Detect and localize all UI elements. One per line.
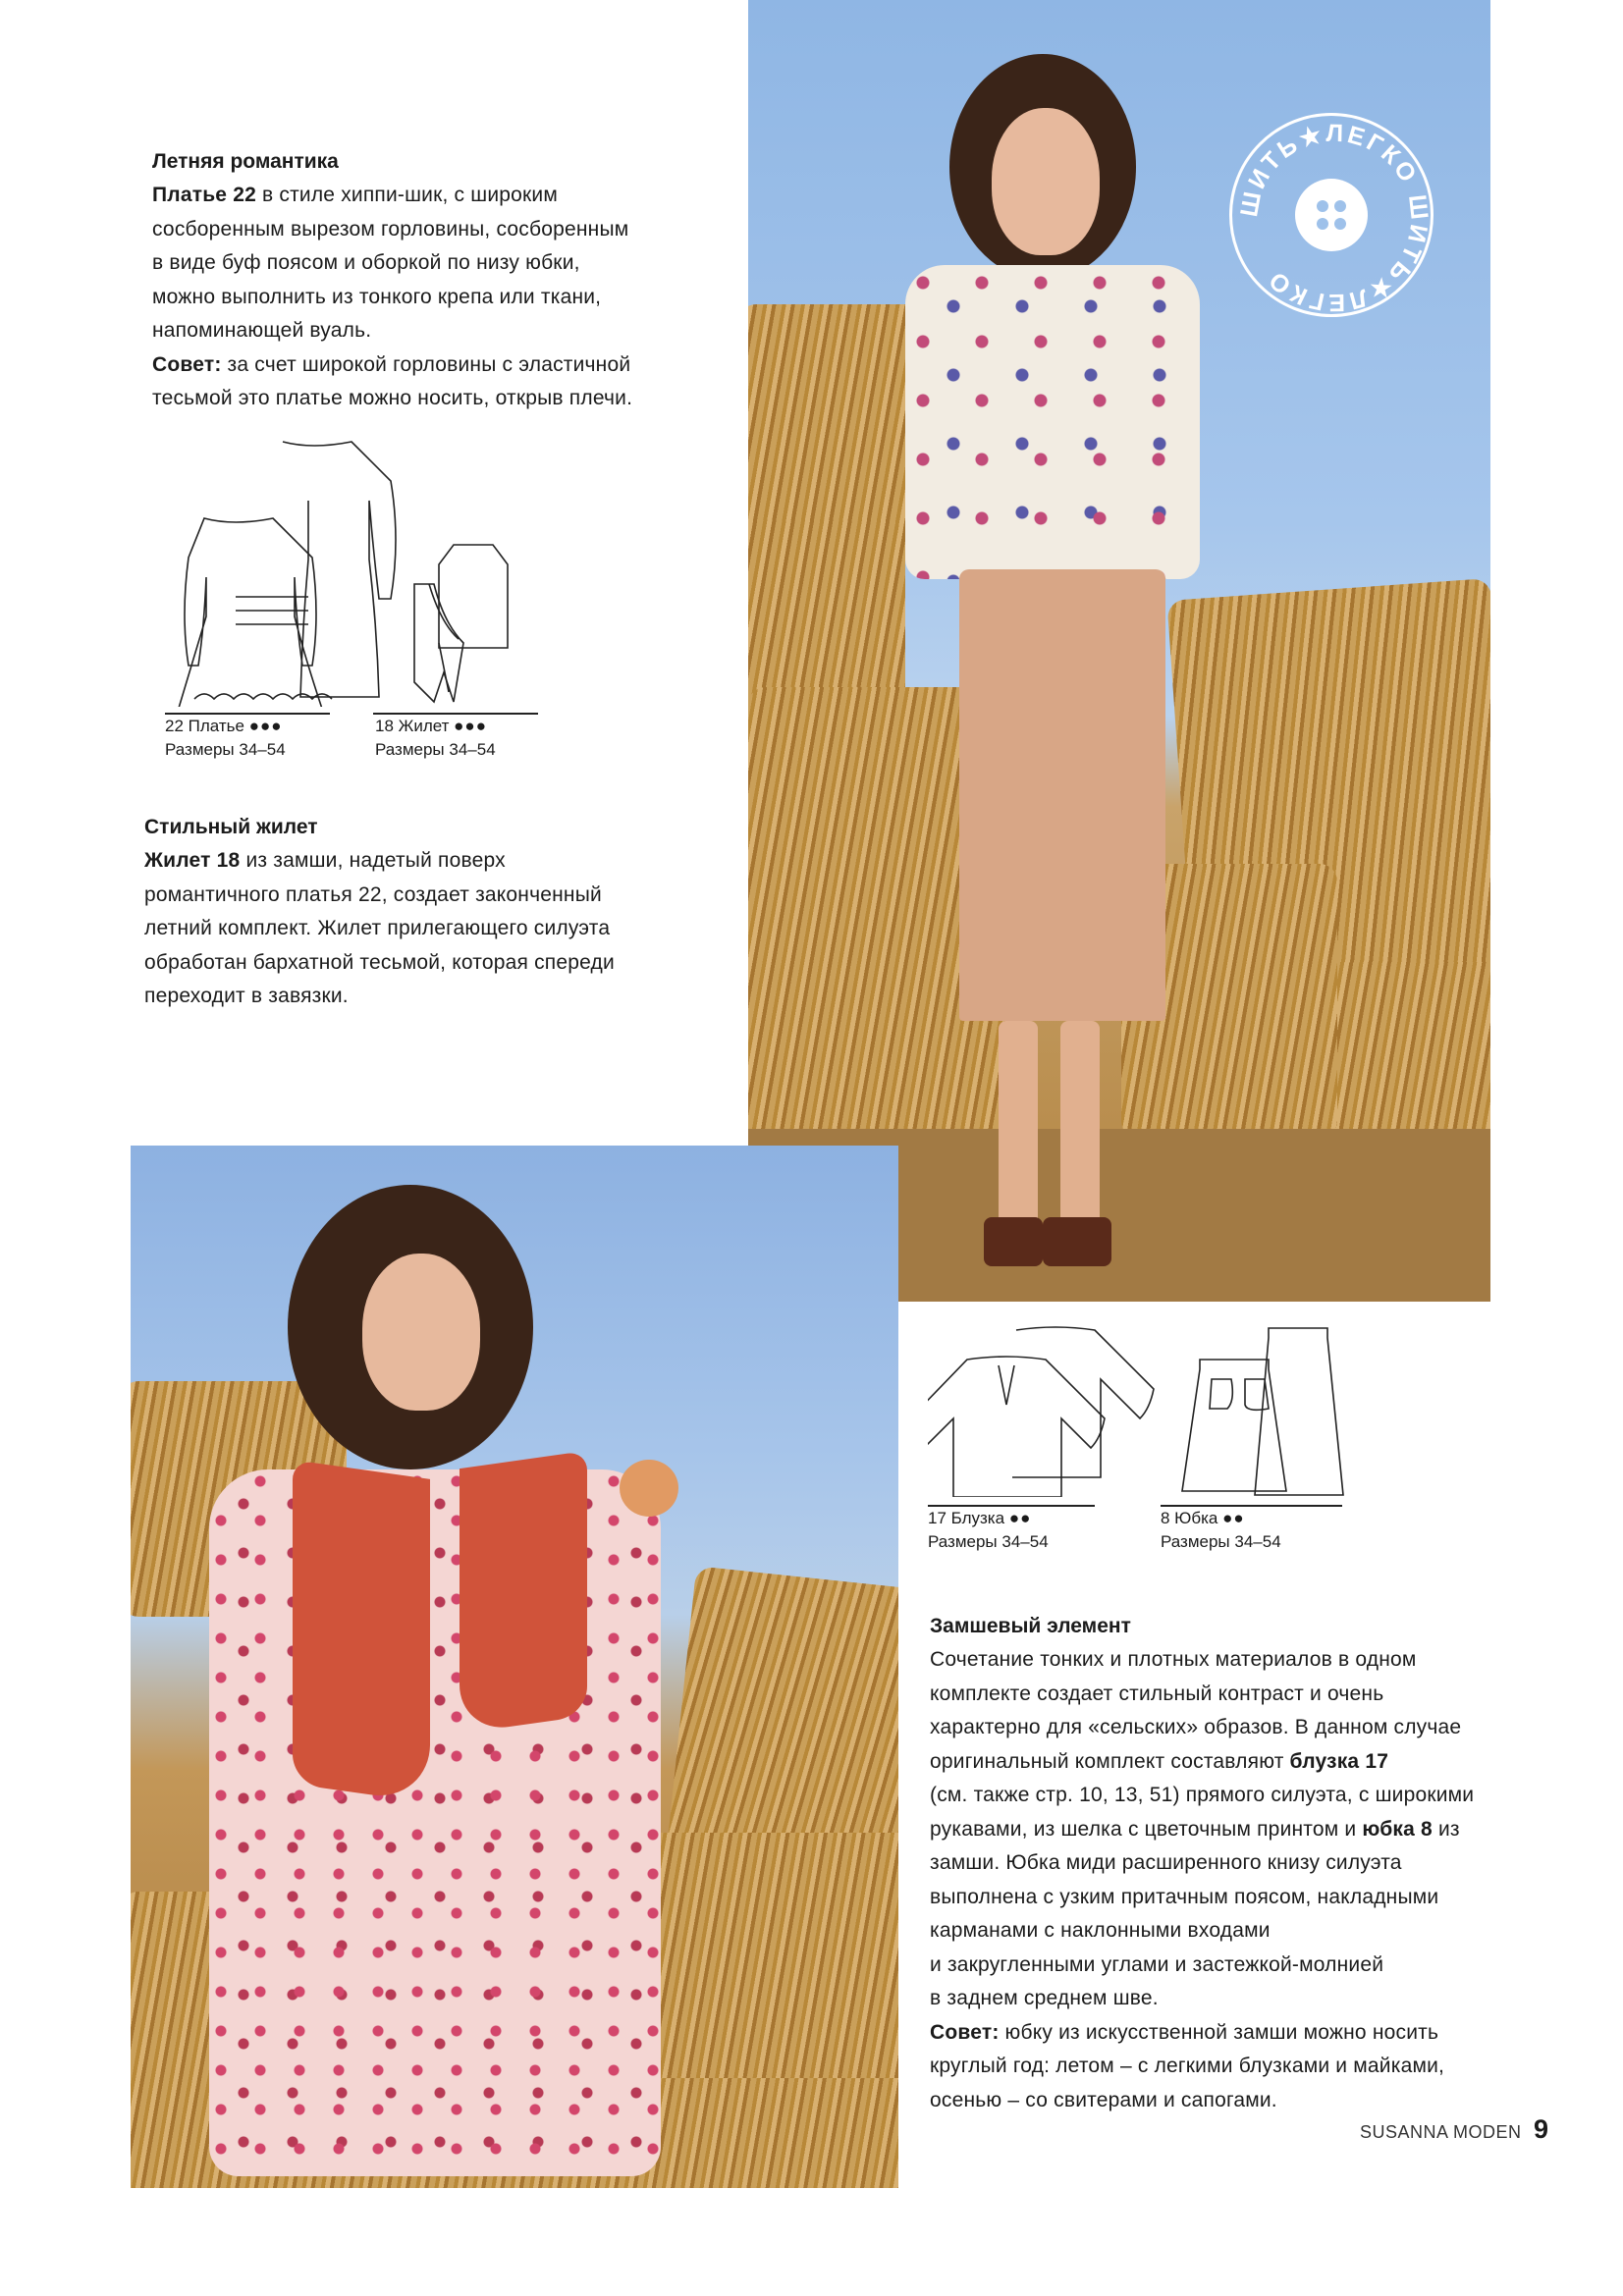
- bold-run: Жилет 18: [144, 849, 241, 872]
- text-run: комплекте создает стильный контраст и очень: [930, 1682, 1384, 1705]
- text-run: в заднем среднем шве.: [930, 1987, 1159, 2009]
- sketch-blouse-17: [928, 1320, 1163, 1554]
- bold-run: Платье 22: [152, 184, 256, 206]
- text-run: круглый год: летом – с легкими блузками и майками,: [930, 2055, 1445, 2077]
- bold-run: блузка 17: [1289, 1749, 1389, 1773]
- button-icon: [1295, 179, 1368, 251]
- text-line: [930, 1678, 1568, 1712]
- text-run: и закругленными углами и застежкой-молнией: [930, 1952, 1384, 1976]
- text-run: за счет широкой горловины с эластичной: [221, 352, 631, 376]
- text-line: [152, 348, 702, 383]
- section-heading: Стильный жилет: [144, 816, 318, 838]
- difficulty-dots: ●●: [1222, 1509, 1245, 1527]
- text-run: переходит в завязки.: [144, 985, 349, 1007]
- text-line: [930, 1982, 1568, 2016]
- section-body: [152, 179, 702, 416]
- text-line: [930, 1949, 1568, 1983]
- text-line: [930, 1813, 1568, 1847]
- magazine-name: SUSANNA MODEN: [1359, 2122, 1522, 2142]
- sketch-name: 18 Жилет: [375, 717, 450, 735]
- text-run: тесьмой это платье можно носить, открыв плечи.: [152, 387, 633, 409]
- text-run: замши. Юбка миди расширенного книзу силуэта: [930, 1851, 1402, 1874]
- sketch-name: 17 Блузка: [928, 1509, 1005, 1527]
- text-run: (см. также стр. 10, 13, 51) прямого силуэта, с широкими: [930, 1784, 1475, 1806]
- section-summer-romance: [152, 145, 702, 416]
- sketch-sizes: Размеры 34–54: [375, 740, 496, 759]
- text-line: [930, 2016, 1568, 2051]
- text-run: осенью – со свитерами и сапогами.: [930, 2088, 1277, 2111]
- text-run: из замши, надетый поверх: [240, 849, 506, 872]
- text-line: [152, 281, 702, 315]
- page-number: 9: [1533, 2114, 1548, 2144]
- sketch-dress-22: [165, 432, 406, 762]
- difficulty-dots: ●●: [1008, 1509, 1032, 1527]
- sketch-skirt-8: [1161, 1320, 1357, 1554]
- text-line: [930, 1643, 1568, 1678]
- text-run: романтичного платья 22, создает законченный: [144, 882, 602, 906]
- text-line: [930, 1711, 1568, 1745]
- sketch-caption: [928, 1507, 1163, 1530]
- text-line: [152, 213, 702, 247]
- section-suede-element: [930, 1610, 1568, 2117]
- sketch-sizes: Размеры 34–54: [928, 1532, 1049, 1551]
- text-line: [152, 314, 702, 348]
- text-run: юбку из искусственной замши можно носить: [999, 2020, 1439, 2044]
- text-line: [144, 946, 714, 981]
- text-line: [930, 2050, 1568, 2084]
- text-run: из: [1432, 1817, 1460, 1841]
- sketch-caption: [375, 715, 542, 738]
- text-run: можно выполнить из тонкого крепа или ткани,: [152, 285, 602, 308]
- text-line: [930, 1846, 1568, 1881]
- sketch-name: 22 Платье: [165, 717, 244, 735]
- text-line: [152, 246, 702, 281]
- text-line: [144, 980, 714, 1014]
- section-body: [144, 844, 714, 1014]
- text-run: оригинальный комплект составляют: [930, 1749, 1290, 1773]
- text-run: сосборенным вырезом горловины, сосборенным: [152, 217, 629, 240]
- bold-run: юбка 8: [1362, 1817, 1433, 1841]
- bold-run: Совет:: [930, 2020, 1000, 2044]
- badge-text: ШИТЬ★ЛЕГКО ШИТЬ★ЛЕГКО: [1235, 119, 1434, 317]
- text-line: [152, 179, 702, 213]
- text-line: [930, 1745, 1568, 1780]
- photo-model-dress-vest: [131, 1146, 898, 2188]
- sketch-name: 8 Юбка: [1161, 1509, 1218, 1527]
- text-run: характерно для «сельских» образов. В данном случае: [930, 1716, 1462, 1738]
- text-run: Сочетание тонких и плотных материалов в одном: [930, 1648, 1417, 1671]
- text-run: в стиле хиппи-шик, с широким: [255, 184, 558, 206]
- text-line: [152, 382, 702, 416]
- text-run: рукавами, из шелка с цветочным принтом и: [930, 1817, 1363, 1841]
- text-line: [930, 2084, 1568, 2118]
- difficulty-dots: ●●●: [248, 717, 283, 735]
- page-footer: [1360, 2114, 1548, 2145]
- text-run: напоминающей вуаль.: [152, 319, 372, 342]
- section-heading: Замшевый элемент: [930, 1615, 1131, 1637]
- text-line: [930, 1914, 1568, 1949]
- text-run: выполнена с узким притачным поясом, накладными: [930, 1885, 1439, 1908]
- text-run: летний комплект. Жилет прилегающего силуэта: [144, 917, 611, 939]
- sketch-sizes: Размеры 34–54: [165, 740, 286, 759]
- text-line: [144, 844, 714, 879]
- sketch-caption: [1161, 1507, 1357, 1530]
- text-line: [930, 1779, 1568, 1813]
- text-line: [144, 912, 714, 946]
- section-body: [930, 1643, 1568, 2117]
- section-stylish-vest: [144, 811, 714, 1014]
- text-run: карманами с наклонными входами: [930, 1919, 1271, 1942]
- section-heading: Летняя романтика: [152, 150, 339, 173]
- sketch-vest-18: [375, 535, 542, 762]
- sketch-sizes: Размеры 34–54: [1161, 1532, 1281, 1551]
- difficulty-dots: ●●●: [454, 717, 487, 735]
- easy-sew-badge: [1229, 113, 1434, 317]
- text-line: [930, 1881, 1568, 1915]
- text-run: в виде буф поясом и оборкой по низу юбки,: [152, 251, 580, 274]
- text-run: обработан бархатной тесьмой, которая спереди: [144, 950, 615, 974]
- bold-run: Совет:: [152, 352, 222, 376]
- text-line: [144, 879, 714, 913]
- sketch-caption: [165, 715, 406, 738]
